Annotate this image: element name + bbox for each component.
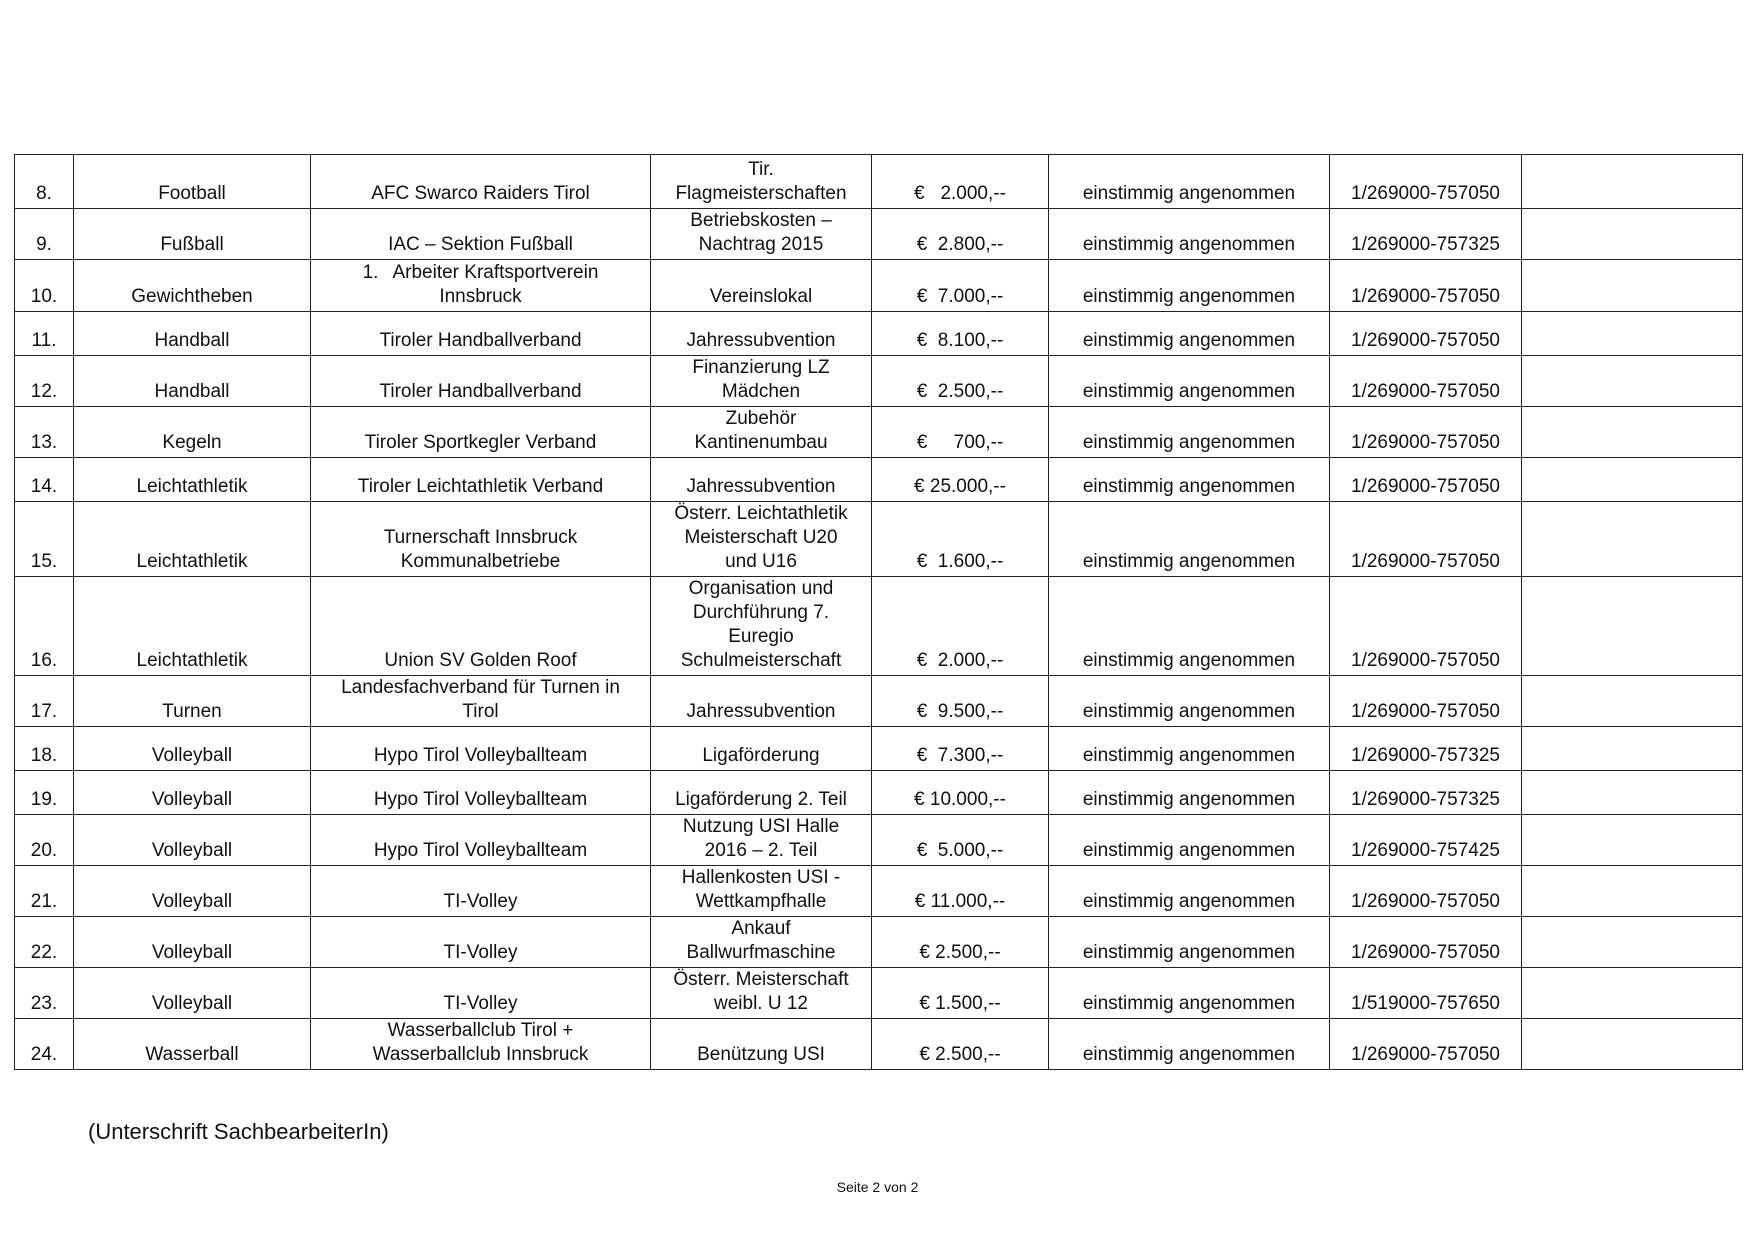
cell-purpose (651, 502, 872, 577)
cell-purpose (651, 1019, 872, 1070)
cell-purpose-line: Meisterschaft U20 (684, 527, 838, 548)
cell-purpose-line: Organisation und (688, 578, 834, 599)
cell-extra (1522, 458, 1743, 502)
cell-purpose (651, 866, 872, 917)
cell-club (311, 209, 651, 260)
cell-club-line: TI-Volley (443, 993, 518, 1014)
cell-decision: einstimmig angenommen (1049, 815, 1330, 866)
cell-purpose (651, 815, 872, 866)
cell-amount: € 2.500,-- (872, 1019, 1049, 1070)
cell-purpose-line: Durchführung 7. (692, 602, 830, 623)
cell-number: 8. (15, 155, 74, 209)
cell-club (311, 407, 651, 458)
cell-purpose-line: Zubehör (725, 408, 797, 429)
cell-club (311, 260, 651, 312)
cell-account: 1/269000-757425 (1330, 815, 1522, 866)
cell-account: 1/269000-757050 (1330, 356, 1522, 407)
cell-purpose-line: Nutzung USI Halle (682, 816, 840, 837)
cell-account: 1/269000-757050 (1330, 260, 1522, 312)
cell-purpose (651, 771, 872, 815)
cell-sport: Volleyball (74, 815, 311, 866)
cell-number: 23. (15, 968, 74, 1019)
cell-club-line: TI-Volley (443, 942, 518, 963)
cell-sport: Handball (74, 312, 311, 356)
cell-club (311, 458, 651, 502)
cell-decision: einstimmig angenommen (1049, 155, 1330, 209)
cell-amount: € 2.500,-- (872, 917, 1049, 968)
cell-purpose-line: und U16 (725, 551, 797, 572)
cell-purpose (651, 917, 872, 968)
table-row (15, 771, 1743, 815)
cell-sport: Gewichtheben (74, 260, 311, 312)
cell-extra (1522, 502, 1743, 577)
cell-club (311, 312, 651, 356)
cell-club (311, 727, 651, 771)
cell-amount: € 10.000,-- (872, 771, 1049, 815)
cell-club-line: Kommunalbetriebe (400, 551, 561, 572)
cell-number: 19. (15, 771, 74, 815)
cell-purpose-line: Ballwurfmaschine (686, 942, 836, 963)
cell-extra (1522, 815, 1743, 866)
signature-label: (Unterschrift SachbearbeiterIn) (88, 1119, 389, 1144)
cell-amount: € 7.000,-- (872, 260, 1049, 312)
cell-purpose-line: Wettkampfhalle (695, 891, 827, 912)
table-row (15, 866, 1743, 917)
cell-number: 14. (15, 458, 74, 502)
cell-extra (1522, 968, 1743, 1019)
page-number: Seite 2 von 2 (836, 1179, 919, 1195)
cell-club-line: Innsbruck (439, 286, 522, 307)
cell-extra (1522, 866, 1743, 917)
table-row (15, 209, 1743, 260)
cell-extra (1522, 209, 1743, 260)
cell-purpose-line: Jahressubvention (686, 330, 836, 351)
cell-account: 1/269000-757325 (1330, 771, 1522, 815)
cell-club-line: Hypo Tirol Volleyballteam (373, 789, 588, 810)
cell-sport: Fußball (74, 209, 311, 260)
cell-decision: einstimmig angenommen (1049, 1019, 1330, 1070)
cell-amount: € 2.000,-- (872, 155, 1049, 209)
cell-purpose-line: Jahressubvention (686, 476, 836, 497)
cell-purpose-line: Benützung USI (697, 1044, 825, 1065)
cell-sport: Volleyball (74, 727, 311, 771)
cell-purpose-line: Flagmeisterschaften (675, 183, 847, 204)
cell-club-line: AFC Swarco Raiders Tirol (371, 183, 590, 204)
cell-number: 20. (15, 815, 74, 866)
cell-purpose-line: Euregio (728, 626, 794, 647)
cell-amount: € 5.000,-- (872, 815, 1049, 866)
cell-number: 11. (15, 312, 74, 356)
cell-decision: einstimmig angenommen (1049, 577, 1330, 676)
cell-purpose (651, 407, 872, 458)
cell-decision: einstimmig angenommen (1049, 676, 1330, 727)
cell-club-text: Arbeiter Kraftsportverein (392, 262, 599, 283)
cell-extra (1522, 727, 1743, 771)
cell-amount: € 2.500,-- (872, 356, 1049, 407)
table-row (15, 727, 1743, 771)
table-row (15, 917, 1743, 968)
cell-number: 22. (15, 917, 74, 968)
cell-purpose (651, 209, 872, 260)
cell-account: 1/269000-757325 (1330, 727, 1522, 771)
table-row (15, 502, 1743, 577)
grants-table-body (15, 155, 1743, 1070)
cell-purpose-line: Ligaförderung 2. Teil (675, 789, 847, 810)
cell-sport: Volleyball (74, 866, 311, 917)
cell-amount: € 7.300,-- (872, 727, 1049, 771)
table-row (15, 458, 1743, 502)
cell-amount: € 11.000,-- (872, 866, 1049, 917)
cell-decision: einstimmig angenommen (1049, 727, 1330, 771)
cell-extra (1522, 577, 1743, 676)
cell-club-line: Hypo Tirol Volleyballteam (373, 745, 588, 766)
cell-club (311, 866, 651, 917)
cell-account: 1/519000-757650 (1330, 968, 1522, 1019)
cell-decision: einstimmig angenommen (1049, 356, 1330, 407)
cell-sport: Leichtathletik (74, 577, 311, 676)
cell-club-line: Tiroler Handballverband (379, 330, 582, 351)
cell-decision: einstimmig angenommen (1049, 866, 1330, 917)
cell-club (311, 968, 651, 1019)
cell-purpose-line: Vereinslokal (709, 286, 813, 307)
cell-sport: Kegeln (74, 407, 311, 458)
cell-purpose (651, 727, 872, 771)
cell-account: 1/269000-757050 (1330, 577, 1522, 676)
cell-sport: Volleyball (74, 968, 311, 1019)
cell-purpose (651, 260, 872, 312)
cell-purpose-line: Schulmeisterschaft (680, 650, 842, 671)
cell-account: 1/269000-757325 (1330, 209, 1522, 260)
cell-decision: einstimmig angenommen (1049, 312, 1330, 356)
cell-decision: einstimmig angenommen (1049, 771, 1330, 815)
cell-extra (1522, 407, 1743, 458)
cell-club-line: Hypo Tirol Volleyballteam (373, 840, 588, 861)
cell-purpose-line: Österr. Leichtathletik (674, 503, 848, 524)
table-row (15, 356, 1743, 407)
cell-account: 1/269000-757050 (1330, 502, 1522, 577)
cell-purpose-line: Jahressubvention (686, 701, 836, 722)
cell-number: 18. (15, 727, 74, 771)
cell-purpose-line: Österr. Meisterschaft (673, 969, 849, 990)
cell-sport: Turnen (74, 676, 311, 727)
cell-club (311, 502, 651, 577)
cell-account: 1/269000-757050 (1330, 407, 1522, 458)
cell-club-line: Wasserballclub Tirol + (387, 1020, 574, 1041)
table-row (15, 407, 1743, 458)
cell-amount: € 8.100,-- (872, 312, 1049, 356)
cell-purpose-line: Ankauf (731, 918, 791, 939)
cell-club-line: IAC – Sektion Fußball (388, 234, 573, 255)
cell-extra (1522, 356, 1743, 407)
cell-purpose-line: Nachtrag 2015 (698, 234, 824, 255)
cell-club (311, 155, 651, 209)
cell-club (311, 356, 651, 407)
cell-purpose-line: 2016 – 2. Teil (704, 840, 818, 861)
cell-purpose-line: Mädchen (721, 381, 801, 402)
cell-sport: Wasserball (74, 1019, 311, 1070)
cell-number: 16. (15, 577, 74, 676)
cell-sport: Volleyball (74, 771, 311, 815)
cell-amount: € 25.000,-- (872, 458, 1049, 502)
cell-purpose-line: Finanzierung LZ (692, 357, 830, 378)
cell-club (311, 815, 651, 866)
cell-extra (1522, 676, 1743, 727)
cell-purpose (651, 577, 872, 676)
cell-purpose-line: weibl. U 12 (714, 993, 808, 1014)
cell-decision: einstimmig angenommen (1049, 458, 1330, 502)
cell-account: 1/269000-757050 (1330, 155, 1522, 209)
table-row (15, 968, 1743, 1019)
cell-extra (1522, 155, 1743, 209)
cell-purpose (651, 676, 872, 727)
cell-club (311, 577, 651, 676)
cell-purpose (651, 312, 872, 356)
cell-account: 1/269000-757050 (1330, 1019, 1522, 1070)
cell-amount: € 2.800,-- (872, 209, 1049, 260)
cell-purpose (651, 968, 872, 1019)
cell-decision: einstimmig angenommen (1049, 407, 1330, 458)
cell-club-line: Tiroler Leichtathletik Verband (357, 476, 604, 497)
cell-club-line: Tiroler Sportkegler Verband (364, 432, 597, 453)
table-row (15, 577, 1743, 676)
cell-number: 10. (15, 260, 74, 312)
cell-sport: Volleyball (74, 917, 311, 968)
table-row (15, 260, 1743, 312)
cell-club-line (315, 261, 646, 285)
cell-decision: einstimmig angenommen (1049, 968, 1330, 1019)
cell-number: 17. (15, 676, 74, 727)
cell-purpose-line: Kantinenumbau (694, 432, 828, 453)
cell-sport: Leichtathletik (74, 458, 311, 502)
cell-account: 1/269000-757050 (1330, 458, 1522, 502)
table-row (15, 815, 1743, 866)
cell-number: 15. (15, 502, 74, 577)
cell-club-line: Tirol (462, 701, 499, 722)
cell-club-line: Landesfachverband für Turnen in (341, 677, 620, 698)
cell-club (311, 676, 651, 727)
cell-purpose (651, 356, 872, 407)
cell-club-line: Tiroler Handballverband (379, 381, 582, 402)
cell-extra (1522, 312, 1743, 356)
cell-decision: einstimmig angenommen (1049, 209, 1330, 260)
table-row (15, 312, 1743, 356)
list-number: 1. (362, 262, 379, 283)
table-row (15, 676, 1743, 727)
cell-purpose (651, 155, 872, 209)
cell-decision: einstimmig angenommen (1049, 502, 1330, 577)
cell-extra (1522, 260, 1743, 312)
cell-number: 24. (15, 1019, 74, 1070)
table-row (15, 155, 1743, 209)
grants-table (14, 154, 1743, 1070)
cell-account: 1/269000-757050 (1330, 676, 1522, 727)
cell-amount: € 2.000,-- (872, 577, 1049, 676)
cell-club-line: Union SV Golden Roof (384, 650, 577, 671)
cell-club (311, 917, 651, 968)
cell-extra (1522, 917, 1743, 968)
cell-account: 1/269000-757050 (1330, 917, 1522, 968)
cell-amount: € 9.500,-- (872, 676, 1049, 727)
cell-purpose (651, 458, 872, 502)
cell-amount: € 700,-- (872, 407, 1049, 458)
cell-account: 1/269000-757050 (1330, 866, 1522, 917)
table-row (15, 1019, 1743, 1070)
cell-extra (1522, 771, 1743, 815)
cell-club-line: Wasserballclub Innsbruck (372, 1044, 589, 1065)
cell-sport: Football (74, 155, 311, 209)
cell-club (311, 771, 651, 815)
cell-number: 21. (15, 866, 74, 917)
cell-club-line: Turnerschaft Innsbruck (383, 527, 578, 548)
cell-amount: € 1.600,-- (872, 502, 1049, 577)
cell-club-line: TI-Volley (443, 891, 518, 912)
cell-purpose-line: Hallenkosten USI - (681, 867, 841, 888)
cell-sport: Handball (74, 356, 311, 407)
cell-number: 9. (15, 209, 74, 260)
cell-number: 13. (15, 407, 74, 458)
cell-purpose-line: Tir. (748, 159, 774, 180)
cell-sport: Leichtathletik (74, 502, 311, 577)
cell-number: 12. (15, 356, 74, 407)
cell-decision: einstimmig angenommen (1049, 260, 1330, 312)
cell-account: 1/269000-757050 (1330, 312, 1522, 356)
cell-purpose-line: Betriebskosten – (690, 210, 832, 231)
cell-amount: € 1.500,-- (872, 968, 1049, 1019)
cell-purpose-line: Ligaförderung (702, 745, 820, 766)
cell-extra (1522, 1019, 1743, 1070)
cell-club (311, 1019, 651, 1070)
cell-decision: einstimmig angenommen (1049, 917, 1330, 968)
